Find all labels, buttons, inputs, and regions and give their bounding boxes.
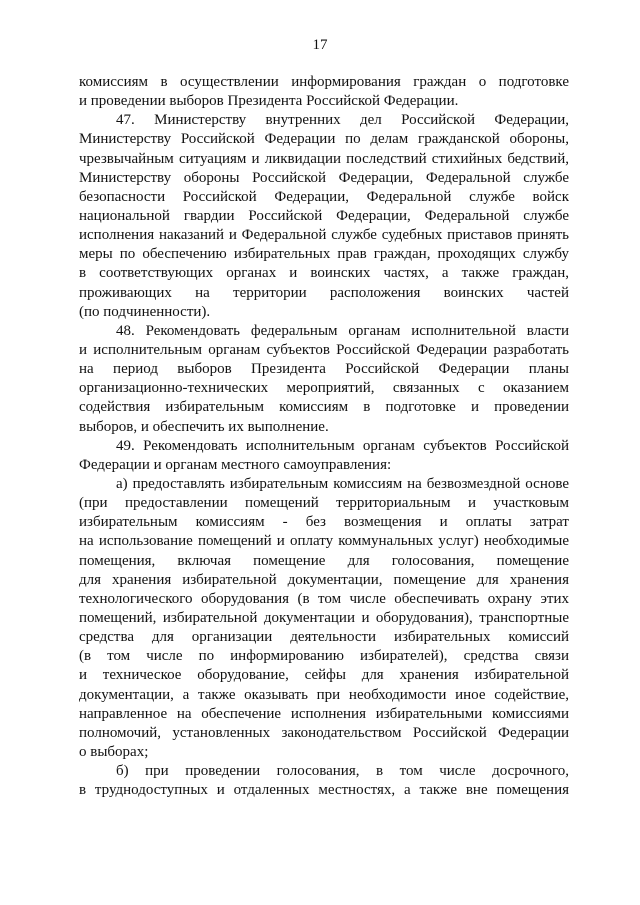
text-line: полномочий, установленных законодательством Российской Федерации: [79, 724, 569, 741]
text-line: и исполнительным органам субъектов Российской Федерации разработать: [79, 341, 569, 358]
paragraph: [79, 437, 569, 475]
text-line: в труднодоступных и отдаленных местностях, а также вне помещения: [79, 782, 569, 799]
text-line: для хранения избирательной документации, помещение для хранения: [79, 571, 569, 588]
paragraph: [79, 762, 569, 800]
text-line: Министерству Российской Федерации по делам гражданской обороны,: [79, 131, 569, 148]
text-line: в соответствующих органах и воинских частях, а также граждан,: [79, 265, 569, 282]
text-line: комиссиям в осуществлении информирования граждан о подготовке: [79, 74, 569, 90]
text-line: помещений, избирательной документации и оборудования), транспортные: [79, 609, 569, 626]
text-line: чрезвычайным ситуациям и ликвидации последствий стихийных бедствий,: [79, 150, 569, 167]
text-line: помещения, включая помещение для голосования, помещение: [79, 552, 569, 569]
text-line: документации, а также оказывать при необходимости иное содействие,: [79, 686, 569, 703]
text-line: национальной гвардии Российской Федерации, Федеральной службе: [79, 207, 569, 224]
text-line: исполнения наказаний и Федеральной службе судебных приставов принять: [79, 227, 569, 244]
text-line: на использование помещений и оплату коммунальных услуг) необходимые: [79, 533, 569, 550]
text-line: Министерству обороны Российской Федерации, Федеральной службе: [79, 169, 569, 186]
paragraph: [79, 111, 569, 322]
text-line: организационно-технических мероприятий, связанных с оказанием: [79, 380, 569, 397]
text-line: о выборах;: [79, 743, 149, 760]
text-line: избирательным комиссиям - без возмещения и оплаты затрат: [79, 514, 569, 531]
paragraph: [79, 73, 569, 111]
text-line: и проведении выборов Президента Российской Федерации.: [79, 93, 459, 110]
text-line: б) при проведении голосования, в том числе досрочного,: [116, 763, 569, 780]
text-line: Федерации и органам местного самоуправления:: [79, 456, 392, 473]
text-line: 47. Министерству внутренних дел Российской Федерации,: [116, 112, 569, 129]
text-line: 49. Рекомендовать исполнительным органам субъектов Российской: [116, 437, 569, 454]
text-line: 48. Рекомендовать федеральным органам исполнительной власти: [116, 322, 569, 339]
paragraph: [79, 475, 569, 762]
text-line: содействия избирательным комиссиям в подготовке и проведении: [79, 399, 569, 416]
text-line: направленное на обеспечение исполнения избирательными комиссиями: [79, 705, 569, 722]
text-line: а) предоставлять избирательным комиссиям на безвозмездной основе: [116, 475, 569, 492]
text-line: проживающих на территории расположения воинских частей: [79, 284, 569, 301]
paragraph: [79, 322, 569, 437]
text-line: и техническое оборудование, сейфы для хранения избирательной: [79, 667, 569, 684]
text-line: выборов, и обеспечить их выполнение.: [79, 418, 329, 435]
text-line: (в том числе по информированию избирателей), средства связи: [79, 648, 569, 665]
text-line: (при предоставлении помещений территориальным и участковым: [79, 495, 569, 512]
page-number: 17: [312, 37, 328, 53]
text-line: (по подчиненности).: [79, 303, 211, 320]
text-line: безопасности Российской Федерации, Федеральной службе войск: [79, 188, 569, 205]
document-body: [79, 73, 569, 800]
text-line: меры по обеспечению избирательных прав граждан, проходящих службу: [79, 246, 569, 263]
text-line: технологического оборудования (в том числе обеспечивать охрану этих: [79, 590, 569, 607]
text-line: средства для организации деятельности избирательных комиссий: [79, 629, 569, 646]
text-line: на период выборов Президента Российской Федерации планы: [79, 361, 569, 378]
